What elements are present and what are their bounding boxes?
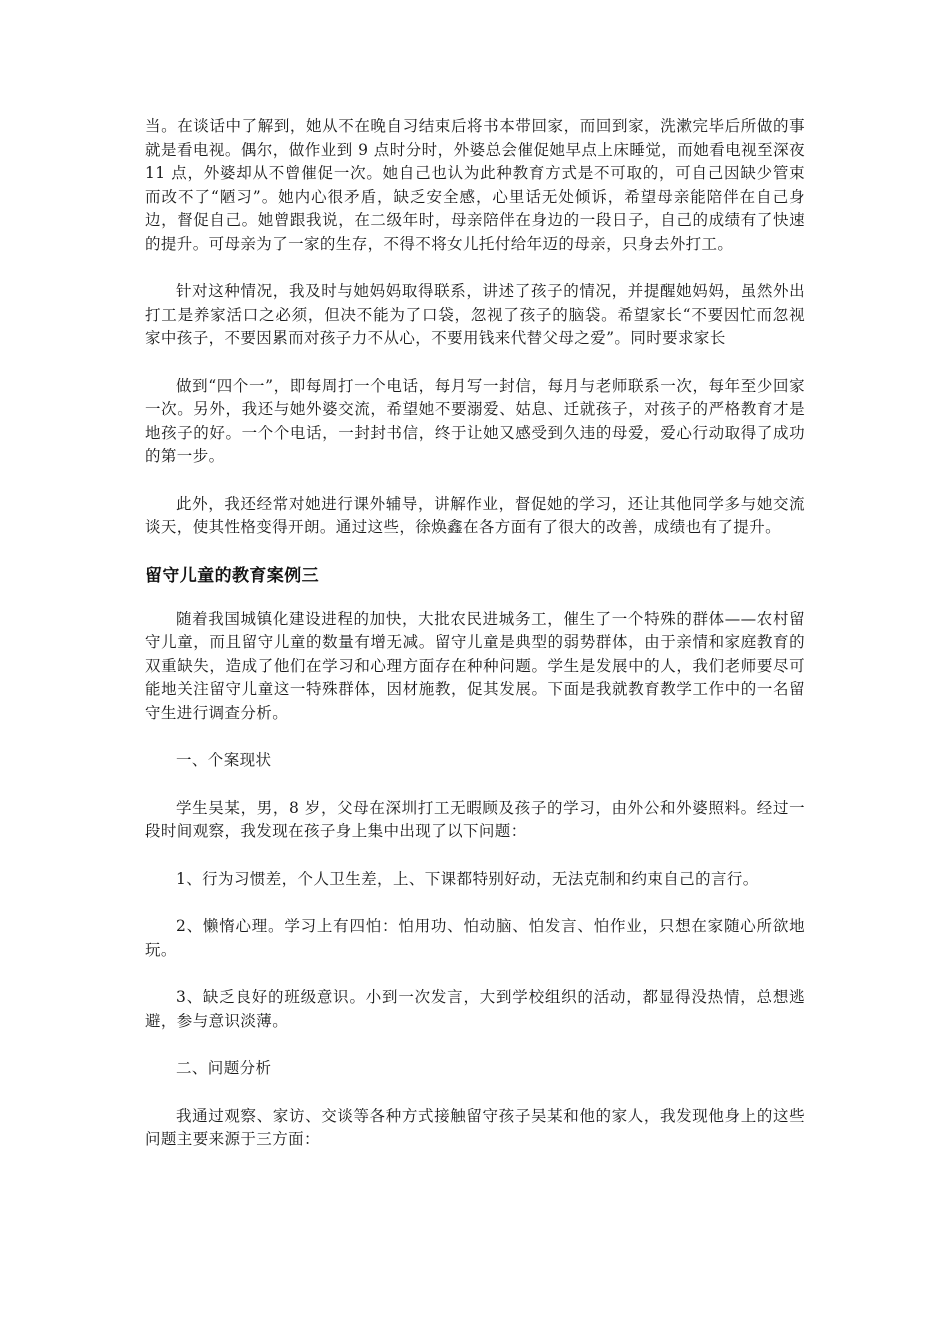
list-item: 3、缺乏良好的班级意识。小到一次发言，大到学校组织的活动，都显得没热情，总想逃避，参与意识淡薄。: [145, 988, 805, 1030]
body-paragraph: 学生吴某，男，8 岁，父母在深圳打工无暇顾及孩子的学习，由外公和外婆照料。经过一段时间观察，我发现在孩子身上集中出现了以下问题：: [145, 798, 805, 840]
subsection-heading: 二、问题分析: [176, 1059, 272, 1077]
list-item: 1、行为习惯差，个人卫生差，上、下课都特别好动，无法克制和约束自己的言行。: [176, 869, 759, 888]
body-paragraph: 做到“四个一”，即每周打一个电话，每月写一封信，每月与老师联系一次，每年至少回家一次。另外，我还与她外婆交流，希望她不要溺爱、姑息、迁就孩子，对孩子的严格教育才是地孩子的好。一个个电话，一封封书信，终于让她又感受到久违的母爱，爱心行动取得了成功的第一步。: [145, 376, 805, 465]
document-page: [145, 115, 805, 1176]
subsection-heading: 一、个案现状: [176, 751, 272, 769]
body-paragraph: 我通过观察、家访、交谈等各种方式接触留守孩子吴某和他的家人，我发现他身上的这些问题主要来源于三方面：: [145, 1106, 805, 1148]
body-paragraph: 随着我国城镇化建设进程的加快，大批农民进城务工，催生了一个特殊的群体——农村留守儿童，而且留守儿童的数量有增无减。留守儿童是典型的弱势群体，由于亲情和家庭教育的双重缺失，造成了他们在学习和心理方面存在种种问题。学生是发展中的人，我们老师要尽可能地关注留守儿童这一特殊群体，因材施教，促其发展。下面是我就教育教学工作中的一名留守生进行调查分析。: [145, 609, 805, 722]
body-paragraph: 此外，我还经常对她进行课外辅导，讲解作业，督促她的学习，还让其他同学多与她交流谈天，使其性格变得开朗。通过这些，徐焕鑫在各方面有了很大的改善，成绩也有了提升。: [145, 494, 805, 536]
section-heading: 留守儿童的教育案例三: [145, 565, 319, 586]
body-paragraph: 针对这种情况，我及时与她妈妈取得联系，讲述了孩子的情况，并提醒她妈妈，虽然外出打工是养家活口之必须，但决不能为了口袋，忽视了孩子的脑袋。希望家长“不要因忙而忽视家中孩子，不要因累而对孩子力不从心，不要用钱来代替父母之爱”。同时要求家长: [145, 282, 805, 347]
body-paragraph-continued: 当。在谈话中了解到，她从不在晚自习结束后将书本带回家，而回到家，洗漱完毕后所做的事就是看电视。偶尔，做作业到 9 点时分时，外婆总会催促她早点上床睡觉，而她看电视至深夜 11 点，外婆却从不曾催促一次。她自己也认为此种教育方式是不可取的，可自己因缺少管束而改不了“陋习”。她内心很矛盾，缺乏安全感，心里话无处倾诉，希望母亲能陪伴在自己身边，督促自己。她曾跟我说，在二级年时，母亲陪伴在身边的一段日子，自己的成绩有了快速的提升。可母亲为了一家的生存，不得不将女儿托付给年迈的母亲，只身去外打工。: [145, 117, 805, 253]
list-item: 2、懒惰心理。学习上有四怕：怕用功、怕动脑、怕发言、怕作业，只想在家随心所欲地玩。: [145, 917, 805, 959]
